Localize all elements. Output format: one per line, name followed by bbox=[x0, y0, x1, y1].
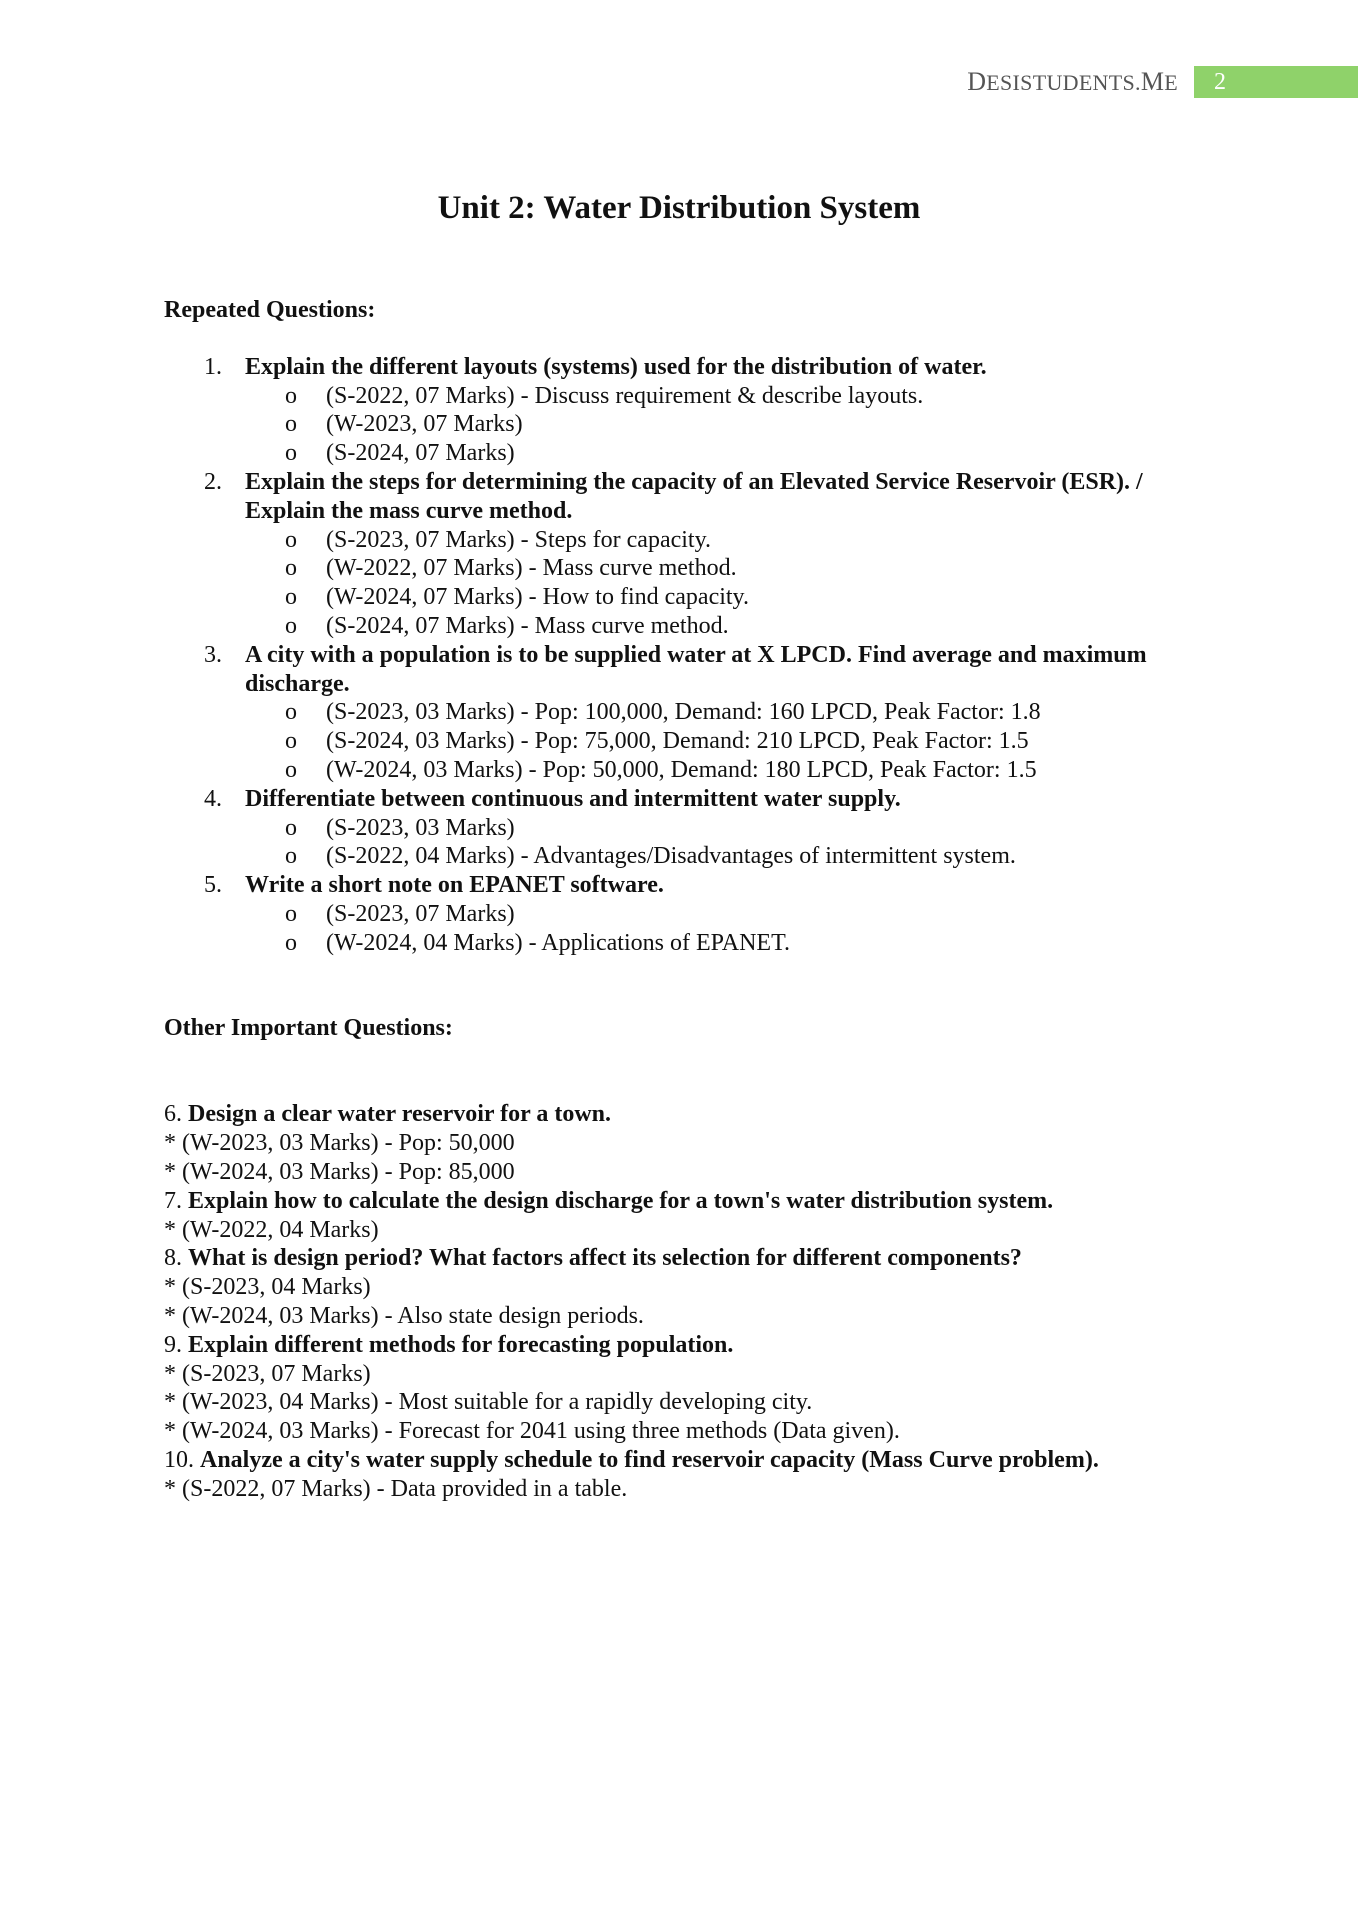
document-body bbox=[164, 296, 1224, 1503]
question-references bbox=[245, 698, 1224, 784]
reference-text: * (W-2022, 04 Marks) bbox=[164, 1216, 379, 1243]
question-item bbox=[164, 1331, 1224, 1446]
question-line bbox=[164, 1187, 1224, 1216]
reference-text: (W-2024, 07 Marks) - How to find capacity. bbox=[326, 584, 749, 611]
bullet-marker: o bbox=[285, 612, 297, 639]
question-references bbox=[245, 526, 1224, 641]
reference-text: (S-2024, 07 Marks) bbox=[326, 440, 515, 467]
reference-text: * (S-2023, 07 Marks) bbox=[164, 1360, 371, 1387]
reference-item bbox=[245, 727, 1224, 756]
bullet-marker: o bbox=[285, 843, 297, 870]
repeated-heading: Repeated Questions: bbox=[164, 297, 376, 323]
question-text: Analyze a city's water supply schedule to find reservoir capacity (Mass Curve problem). bbox=[200, 1446, 1099, 1473]
question-item bbox=[164, 1446, 1224, 1504]
bullet-marker: o bbox=[285, 440, 297, 467]
bullet-marker: o bbox=[285, 900, 297, 927]
reference-text: * (W-2024, 03 Marks) - Forecast for 2041 using three methods (Data given). bbox=[164, 1418, 900, 1445]
reference-item bbox=[245, 439, 1224, 468]
bullet-marker: o bbox=[285, 584, 297, 611]
question-number: 2. bbox=[204, 468, 222, 495]
bullet-marker: o bbox=[285, 756, 297, 783]
document-title: Unit 2: Water Distribution System bbox=[437, 190, 921, 226]
question-number: 9. bbox=[164, 1331, 182, 1358]
bullet-marker: o bbox=[285, 929, 297, 956]
reference-text: * (W-2023, 03 Marks) - Pop: 50,000 bbox=[164, 1130, 515, 1157]
reference-item bbox=[245, 410, 1224, 439]
reference-text: (S-2024, 03 Marks) - Pop: 75,000, Demand: 210 LPCD, Peak Factor: 1.5 bbox=[326, 728, 1029, 755]
brand-part: . bbox=[1135, 70, 1141, 95]
bullet-marker: o bbox=[285, 555, 297, 582]
reference-text: (W-2022, 07 Marks) - Mass curve method. bbox=[326, 555, 737, 582]
question-references bbox=[245, 900, 1224, 958]
reference-text: (W-2023, 07 Marks) bbox=[326, 411, 523, 438]
brand-part: M bbox=[1140, 67, 1165, 96]
question-line bbox=[164, 1331, 1224, 1360]
question-item bbox=[164, 353, 1224, 468]
question-number: 5. bbox=[204, 872, 222, 899]
brand-part: E bbox=[1164, 70, 1178, 95]
question-item bbox=[164, 1187, 1224, 1245]
reference-text: (S-2022, 04 Marks) - Advantages/Disadvantages of intermittent system. bbox=[326, 843, 1016, 870]
bullet-marker: o bbox=[285, 699, 297, 726]
bullet-marker: o bbox=[285, 728, 297, 755]
reference-item bbox=[245, 756, 1224, 785]
other-questions bbox=[164, 1100, 1224, 1503]
question-text: Design a clear water reservoir for a town. bbox=[188, 1101, 612, 1128]
question-number: 4. bbox=[204, 785, 222, 812]
question-text: Explain how to calculate the design discharge for a town's water distribution system. bbox=[188, 1187, 1054, 1214]
question-references bbox=[245, 382, 1224, 468]
question-item bbox=[164, 871, 1224, 957]
reference-item bbox=[245, 842, 1224, 871]
repeated-questions bbox=[164, 353, 1224, 958]
reference-item bbox=[245, 929, 1224, 958]
question-number: 8. bbox=[164, 1245, 182, 1272]
bullet-marker: o bbox=[285, 526, 297, 553]
question-number: 10. bbox=[164, 1446, 194, 1473]
question-item bbox=[164, 1100, 1224, 1186]
question-item bbox=[164, 1244, 1224, 1330]
bullet-marker: o bbox=[285, 382, 297, 409]
question-number: 6. bbox=[164, 1101, 182, 1128]
reference-item bbox=[245, 612, 1224, 641]
reference-text: (S-2022, 07 Marks) - Discuss requirement & describe layouts. bbox=[326, 382, 924, 409]
bullet-marker: o bbox=[285, 814, 297, 841]
reference-text: * (W-2024, 03 Marks) - Pop: 85,000 bbox=[164, 1158, 515, 1185]
brand-part: ESISTUDENTS bbox=[986, 70, 1136, 95]
site-brand bbox=[967, 67, 1178, 97]
page-number: 2 bbox=[1194, 66, 1358, 98]
reference-text: (S-2024, 07 Marks) - Mass curve method. bbox=[326, 612, 729, 639]
question-references bbox=[245, 814, 1224, 872]
question-text: Differentiate between continuous and intermittent water supply. bbox=[245, 785, 901, 812]
question-text: Write a short note on EPANET software. bbox=[245, 872, 664, 899]
question-number: 3. bbox=[204, 641, 222, 668]
question-number: 1. bbox=[204, 353, 222, 380]
page-header bbox=[967, 66, 1358, 98]
reference-item bbox=[245, 382, 1224, 411]
reference-item bbox=[245, 698, 1224, 727]
question-item bbox=[164, 785, 1224, 871]
reference-text: (W-2024, 03 Marks) - Pop: 50,000, Demand: 180 LPCD, Peak Factor: 1.5 bbox=[326, 756, 1037, 783]
bullet-marker: o bbox=[285, 411, 297, 438]
question-text: What is design period? What factors affect its selection for different components? bbox=[188, 1245, 1022, 1272]
question-text: Explain different methods for forecasting population. bbox=[188, 1331, 734, 1358]
reference-text: * (S-2022, 07 Marks) - Data provided in a table. bbox=[164, 1475, 628, 1502]
reference-text: (S-2023, 07 Marks) - Steps for capacity. bbox=[326, 526, 712, 553]
reference-item bbox=[245, 554, 1224, 583]
reference-text: (S-2023, 03 Marks) - Pop: 100,000, Demand: 160 LPCD, Peak Factor: 1.8 bbox=[326, 699, 1041, 726]
reference-text: * (W-2024, 03 Marks) - Also state design periods. bbox=[164, 1302, 644, 1329]
reference-text: (S-2023, 07 Marks) bbox=[326, 900, 515, 927]
other-heading: Other Important Questions: bbox=[164, 1014, 453, 1041]
reference-text: * (S-2023, 04 Marks) bbox=[164, 1274, 371, 1301]
reference-item bbox=[245, 526, 1224, 555]
question-text: Explain the steps for determining the capacity of an Elevated Service Reservoir (ESR). / Explain the mass curve method. bbox=[245, 468, 1143, 524]
question-number: 7. bbox=[164, 1187, 182, 1214]
question-text: Explain the different layouts (systems) used for the distribution of water. bbox=[245, 353, 987, 380]
question-item bbox=[164, 641, 1224, 785]
reference-text: (S-2023, 03 Marks) bbox=[326, 814, 515, 841]
question-line bbox=[164, 1446, 1224, 1475]
question-line bbox=[164, 1100, 1224, 1129]
question-item bbox=[164, 468, 1224, 641]
reference-item bbox=[245, 583, 1224, 612]
reference-item bbox=[245, 900, 1224, 929]
question-line bbox=[164, 1244, 1224, 1273]
question-text: A city with a population is to be supplied water at X LPCD. Find average and maximum discharge. bbox=[245, 641, 1147, 697]
reference-item bbox=[245, 814, 1224, 843]
reference-text: * (W-2023, 04 Marks) - Most suitable for a rapidly developing city. bbox=[164, 1389, 813, 1416]
brand-part: D bbox=[967, 67, 987, 96]
reference-text: (W-2024, 04 Marks) - Applications of EPANET. bbox=[326, 929, 790, 956]
